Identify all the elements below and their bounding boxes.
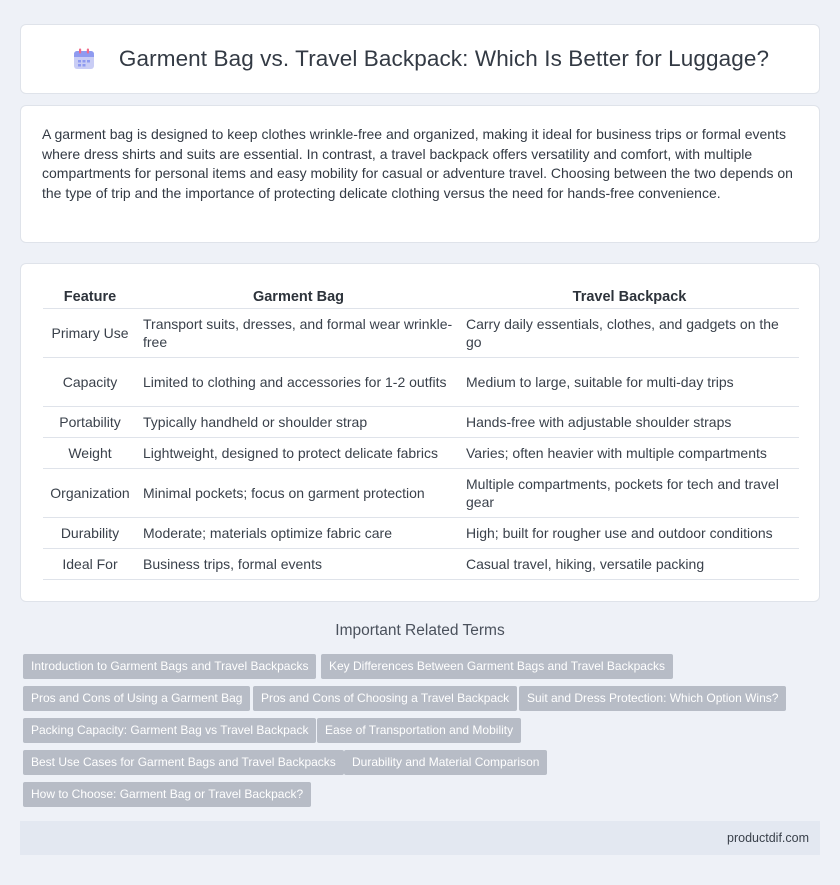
- travel-backpack-cell: Medium to large, suitable for multi-day trips: [460, 357, 799, 406]
- garment-bag-cell: Lightweight, designed to protect delicate fabrics: [137, 437, 460, 468]
- footer: [20, 821, 820, 855]
- garment-bag-cell: Transport suits, dresses, and formal wear wrinkle-free: [137, 308, 460, 357]
- travel-backpack-cell: High; built for rougher use and outdoor conditions: [460, 517, 799, 548]
- page-title: Garment Bag vs. Travel Backpack: Which Is Better for Luggage?: [118, 46, 770, 71]
- table-header-row: [43, 286, 799, 308]
- related-tag[interactable]: Key Differences Between Garment Bags and Travel Backpacks: [321, 654, 673, 679]
- feature-cell: Capacity: [43, 357, 137, 406]
- travel-backpack-cell: Carry daily essentials, clothes, and gadgets on the go: [460, 308, 799, 357]
- footer-site[interactable]: productdif.com: [727, 831, 809, 845]
- table-row: [43, 517, 799, 548]
- table-row: [43, 548, 799, 579]
- related-terms-title: Important Related Terms: [335, 622, 505, 639]
- related-tag[interactable]: Pros and Cons of Choosing a Travel Backpack: [253, 686, 517, 711]
- table-row: [43, 406, 799, 437]
- travel-backpack-cell: Varies; often heavier with multiple compartments: [460, 437, 799, 468]
- feature-cell: Organization: [43, 468, 137, 517]
- garment-bag-cell: Business trips, formal events: [137, 548, 460, 579]
- feature-cell: Portability: [43, 406, 137, 437]
- feature-cell: Durability: [43, 517, 137, 548]
- garment-bag-cell: Moderate; materials optimize fabric care: [137, 517, 460, 548]
- intro-card: [20, 105, 820, 243]
- feature-cell: Weight: [43, 437, 137, 468]
- intro-text: A garment bag is designed to keep clothes wrinkle-free and organized, making it ideal for business trips or formal events where dress shirts and suits are essential. In contrast, a travel backpack offers versatility and comfort, with multiple compartments for personal items and easy mobility for casual or adventure travel. Choosing between the two depends on the type of trip and the importance of protecting delicate clothing versus the need for hands-free convenience.: [42, 126, 793, 201]
- header-garment-bag: Garment Bag: [137, 286, 460, 308]
- related-tag[interactable]: Packing Capacity: Garment Bag vs Travel Backpack: [23, 718, 316, 743]
- garment-bag-cell: Limited to clothing and accessories for 1-2 outfits: [137, 357, 460, 406]
- travel-backpack-cell: Multiple compartments, pockets for tech and travel gear: [460, 468, 799, 517]
- related-tag[interactable]: How to Choose: Garment Bag or Travel Backpack?: [23, 782, 311, 807]
- header-feature: Feature: [43, 286, 137, 308]
- table-row: [43, 437, 799, 468]
- header-travel-backpack: Travel Backpack: [460, 286, 799, 308]
- table-row: [43, 357, 799, 406]
- related-tag[interactable]: Durability and Material Comparison: [344, 750, 547, 775]
- travel-backpack-cell: Hands-free with adjustable shoulder straps: [460, 406, 799, 437]
- related-tag[interactable]: Best Use Cases for Garment Bags and Travel Backpacks: [23, 750, 344, 775]
- related-tag[interactable]: Suit and Dress Protection: Which Option Wins?: [519, 686, 786, 711]
- table-row: [43, 308, 799, 357]
- related-tag[interactable]: Pros and Cons of Using a Garment Bag: [23, 686, 250, 711]
- related-tag[interactable]: Ease of Transportation and Mobility: [317, 718, 521, 743]
- feature-cell: Primary Use: [43, 308, 137, 357]
- comparison-table: [43, 286, 799, 580]
- header-card: [20, 24, 820, 94]
- garment-bag-cell: Typically handheld or shoulder strap: [137, 406, 460, 437]
- travel-backpack-cell: Casual travel, hiking, versatile packing: [460, 548, 799, 579]
- garment-bag-cell: Minimal pockets; focus on garment protection: [137, 468, 460, 517]
- table-row: [43, 468, 799, 517]
- related-tag[interactable]: Introduction to Garment Bags and Travel Backpacks: [23, 654, 316, 679]
- calendar-icon: [71, 46, 97, 72]
- feature-cell: Ideal For: [43, 548, 137, 579]
- comparison-table-card: [20, 263, 820, 602]
